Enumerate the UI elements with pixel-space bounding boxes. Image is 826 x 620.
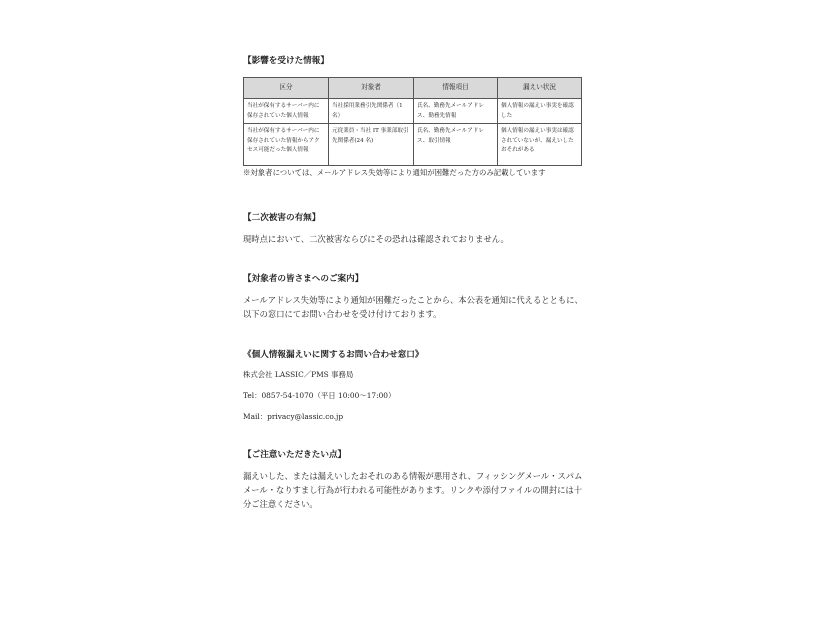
- contact-company: 株式会社 LASSIC／PMS 事務局: [243, 370, 354, 379]
- table-cell: 氏名、勤務先メールアドレス、勤務先情報: [414, 99, 498, 124]
- table-cell: 当社が保有するサーバー内に保存されていた情報からアクセス可能だった個人情報: [244, 124, 329, 166]
- caution-heading: 【ご注意いただきたい点】: [243, 450, 347, 460]
- affected-info-table: [243, 77, 582, 166]
- secondary-damage-text: 現時点において、二次被害ならびにその恐れは確認されておりません。: [243, 234, 509, 244]
- contact-tel: Tel：0857-54-1070（平日 10:00～17:00）: [243, 391, 396, 400]
- table-header-info-items: 情報項目: [414, 78, 498, 99]
- table-cell: 個人情報の漏えい事実は確認されていないが、漏えいしたおそれがある: [498, 124, 582, 166]
- table-header-category: 区分: [244, 78, 329, 99]
- table-cell: 個人情報の漏えい事実を確認した: [498, 99, 582, 124]
- table-row: [244, 99, 582, 124]
- table-cell: 元従業員・当社 IT 事業部取引先関係者(24 名): [329, 124, 414, 166]
- table-cell: 当社が保有するサーバー内に保存されていた個人情報: [244, 99, 329, 124]
- contact-mail: Mail：privacy@lassic.co.jp: [243, 412, 344, 421]
- table-header-row: [244, 78, 582, 99]
- secondary-damage-heading: 【二次被害の有無】: [243, 213, 321, 223]
- table-header-leak-status: 漏えい状況: [498, 78, 582, 99]
- affected-info-heading: 【影響を受けた情報】: [243, 56, 329, 66]
- contact-heading: 《個人情報漏えいに関するお問い合わせ窓口》: [243, 350, 424, 360]
- table-cell: 氏名、勤務先メールアドレス、取引情報: [414, 124, 498, 166]
- notice-heading: 【対象者の皆さまへのご案内】: [243, 274, 364, 284]
- document-page: [243, 55, 583, 511]
- caution-text: 漏えいした、または漏えいしたおそれのある情報が悪用され、フィッシングメール・スパムメール・なりすまし行為が行われる可能性があります。リンクや添付ファイルの開封には十分ご注意ください。: [243, 471, 583, 509]
- table-header-target: 対象者: [329, 78, 414, 99]
- table-row: [244, 124, 582, 166]
- notice-text: メールアドレス失効等により通知が困難だったことから、本公表を通知に代えるとともに、以下の窓口にてお問い合わせを受け付けております。: [243, 295, 583, 319]
- table-footnote: ※対象者については、メールアドレス失効等により通知が困難だった方のみ記載しています: [243, 168, 546, 177]
- table-cell: 当社採用業務引先関係者（1 名）: [329, 99, 414, 124]
